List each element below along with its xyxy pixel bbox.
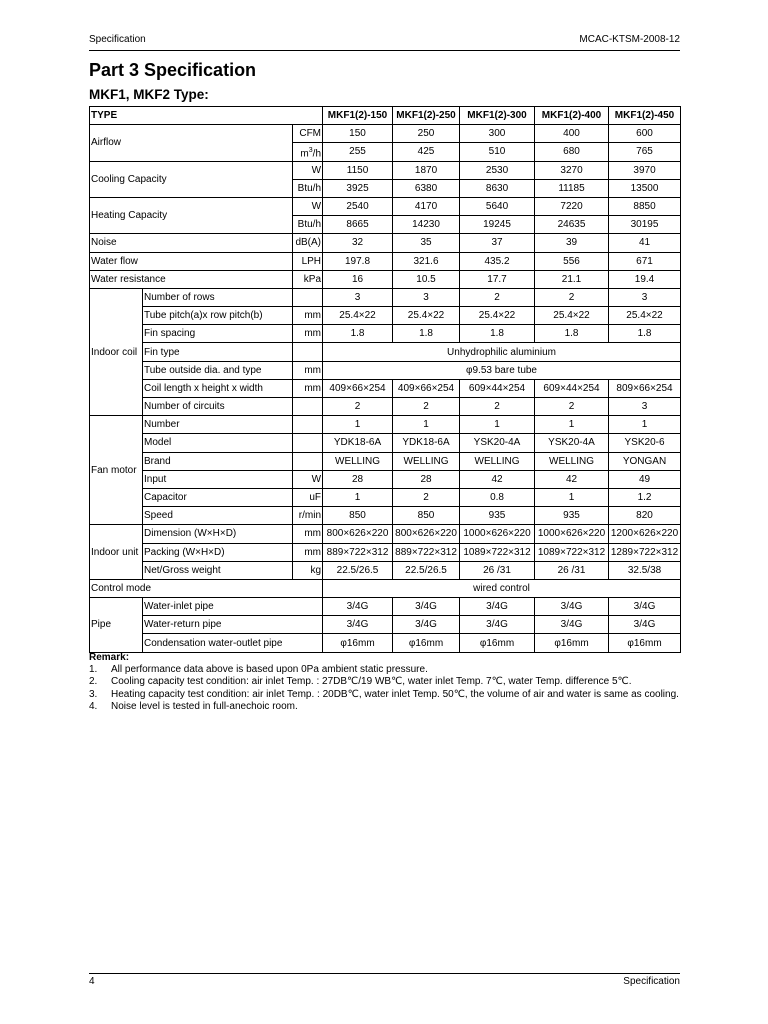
value-cell: WELLING — [460, 452, 535, 470]
unit-cell: CFM — [293, 125, 323, 143]
value-cell: 42 — [460, 470, 535, 488]
row-label: Input — [143, 470, 293, 488]
value-cell: 3/4G — [535, 598, 609, 616]
value-cell: 1.8 — [393, 325, 460, 343]
value-cell: 425 — [393, 143, 460, 161]
row-label: Number of rows — [143, 288, 293, 306]
value-cell: 3/4G — [460, 598, 535, 616]
fan-number-row — [90, 416, 681, 434]
page-subtitle: MKF1, MKF2 Type: — [89, 87, 209, 102]
indoor-coil-label: Indoor coil — [90, 288, 143, 415]
value-cell: 1.8 — [609, 325, 681, 343]
unit-cell — [293, 416, 323, 434]
control-mode-row — [90, 579, 681, 597]
value-cell: 1150 — [323, 161, 393, 179]
value-cell: 255 — [323, 143, 393, 161]
value-cell: 2 — [393, 398, 460, 416]
value-cell: 2 — [460, 288, 535, 306]
value-cell: 935 — [460, 507, 535, 525]
value-cell: 13500 — [609, 179, 681, 197]
footer-rule — [89, 973, 680, 974]
value-cell: 42 — [535, 470, 609, 488]
unit-cell: $m^3/h$ — [293, 143, 323, 161]
indoor-unit-label: Indoor unit — [90, 525, 143, 580]
value-cell: 25.4×22 — [609, 307, 681, 325]
unit-cell: mm — [293, 379, 323, 397]
value-cell: 850 — [323, 507, 393, 525]
value-cell: 19.4 — [609, 270, 681, 288]
value-cell: 1.8 — [460, 325, 535, 343]
tube-pitch-row — [90, 307, 681, 325]
value-cell: 25.4×22 — [460, 307, 535, 325]
value-cell: 1870 — [393, 161, 460, 179]
unit-cell — [293, 288, 323, 306]
row-label: Brand — [143, 452, 293, 470]
value-cell: 2 — [393, 488, 460, 506]
row-label: Speed — [143, 507, 293, 525]
value-cell: YSK20-4A — [535, 434, 609, 452]
row-label: Fin spacing — [143, 325, 293, 343]
value-cell: YSK20-4A — [460, 434, 535, 452]
value-cell: 3270 — [535, 161, 609, 179]
remark-item: 3. Heating capacity test condition: air inlet Temp. : 20DB℃, water inlet Temp. 50℃, the volume of air and water is same as cooling. — [89, 688, 679, 700]
value-cell: 3 — [609, 398, 681, 416]
unit-dimension-row — [90, 525, 681, 543]
value-cell: 1000×626×220 — [460, 525, 535, 543]
remark-item: 4. Noise level is tested in full-anechoic room. — [89, 700, 298, 712]
unit-cell: Btu/h — [293, 179, 323, 197]
fin-type-row — [90, 343, 681, 361]
value-cell: 1200×626×220 — [609, 525, 681, 543]
value-cell: 3 — [609, 288, 681, 306]
value-cell: 19245 — [460, 216, 535, 234]
value-cell: 22.5/26.5 — [393, 561, 460, 579]
value-cell: 3/4G — [609, 616, 681, 634]
type-label: TYPE — [90, 107, 323, 125]
value-cell: 11185 — [535, 179, 609, 197]
fan-speed-row — [90, 507, 681, 525]
value-cell: 49 — [609, 470, 681, 488]
fan-brand-row — [90, 452, 681, 470]
value-cell: 32.5/38 — [609, 561, 681, 579]
value-cell: 10.5 — [393, 270, 460, 288]
value-cell: 3/4G — [393, 598, 460, 616]
value-cell: 1 — [323, 416, 393, 434]
unit-cell: mm — [293, 307, 323, 325]
row-label: Water-return pipe — [143, 616, 323, 634]
control-mode-label: Control mode — [90, 579, 323, 597]
value-cell: 850 — [393, 507, 460, 525]
unit-cell: mm — [293, 361, 323, 379]
row-label: Coil length x height x width — [143, 379, 293, 397]
value-cell: 14230 — [393, 216, 460, 234]
header-left: Specification — [89, 34, 146, 45]
model-header: MKF1(2)-450 — [609, 107, 681, 125]
value-cell: φ16mm — [609, 634, 681, 652]
tube-outside-row — [90, 361, 681, 379]
value-cell: WELLING — [535, 452, 609, 470]
row-label: Tube outside dia. and type — [143, 361, 293, 379]
airflow-label: Airflow — [90, 125, 293, 161]
value-cell: WELLING — [323, 452, 393, 470]
value-cell: 800×626×220 — [393, 525, 460, 543]
page-title: Part 3 Specification — [89, 60, 257, 80]
value-cell: 7220 — [535, 197, 609, 215]
value-cell: 400 — [535, 125, 609, 143]
unit-cell — [293, 343, 323, 361]
fan-motor-label: Fan motor — [90, 416, 143, 525]
row-label: Number — [143, 416, 293, 434]
remarks-title: Remark: — [89, 652, 130, 663]
model-header: MKF1(2)-400 — [535, 107, 609, 125]
noise-label: Noise — [90, 234, 293, 252]
pipe-return-row — [90, 616, 681, 634]
value-cell: 935 — [535, 507, 609, 525]
value-cell: 1 — [535, 488, 609, 506]
value-cell: 3/4G — [535, 616, 609, 634]
value-cell: 609×44×254 — [460, 379, 535, 397]
value-cell: 671 — [609, 252, 681, 270]
unit-cell: dB(A) — [293, 234, 323, 252]
model-header: MKF1(2)-300 — [460, 107, 535, 125]
value-cell: 3970 — [609, 161, 681, 179]
unit-cell: kPa — [293, 270, 323, 288]
value-cell: 6380 — [393, 179, 460, 197]
value-cell: 5640 — [460, 197, 535, 215]
model-header: MKF1(2)-250 — [393, 107, 460, 125]
noise-row — [90, 234, 681, 252]
value-cell: 1.8 — [323, 325, 393, 343]
value-cell: 3925 — [323, 179, 393, 197]
row-label: Packing (W×H×D) — [143, 543, 293, 561]
value-cell: wired control — [323, 579, 681, 597]
value-cell: 28 — [393, 470, 460, 488]
water-flow-label: Water flow — [90, 252, 293, 270]
value-cell: 2 — [323, 398, 393, 416]
value-cell: 609×44×254 — [535, 379, 609, 397]
value-cell: 1.2 — [609, 488, 681, 506]
value-cell: 32 — [323, 234, 393, 252]
value-cell: YONGAN — [609, 452, 681, 470]
value-cell: 1 — [393, 416, 460, 434]
value-cell: 150 — [323, 125, 393, 143]
value-cell: YDK18-6A — [323, 434, 393, 452]
value-cell: 4170 — [393, 197, 460, 215]
value-cell: 2 — [535, 398, 609, 416]
unit-cell: LPH — [293, 252, 323, 270]
value-cell: 809×66×254 — [609, 379, 681, 397]
unit-cell: W — [293, 470, 323, 488]
value-cell: 8665 — [323, 216, 393, 234]
value-cell: 3/4G — [323, 598, 393, 616]
value-cell: YDK18-6A — [393, 434, 460, 452]
value-cell: 16 — [323, 270, 393, 288]
unit-cell: mm — [293, 543, 323, 561]
value-cell: 1000×626×220 — [535, 525, 609, 543]
cooling-label: Cooling Capacity — [90, 161, 293, 197]
value-cell: 24635 — [535, 216, 609, 234]
airflow-cfm-row — [90, 125, 681, 143]
value-cell: 25.4×22 — [393, 307, 460, 325]
value-cell: 1089×722×312 — [460, 543, 535, 561]
value-cell: 0.8 — [460, 488, 535, 506]
value-cell: 250 — [393, 125, 460, 143]
page-footer — [89, 976, 680, 991]
header-right: MCAC-KTSM-2008-12 — [579, 34, 680, 45]
value-cell: 889×722×312 — [323, 543, 393, 561]
value-cell: 26 /31 — [535, 561, 609, 579]
heating-w-row — [90, 197, 681, 215]
value-cell: 1.8 — [535, 325, 609, 343]
cooling-w-row — [90, 161, 681, 179]
remark-item: 2. Cooling capacity test condition: air inlet Temp. : 27DB℃/19 WB℃, water inlet Temp. 7℃, water Temp. difference 5℃. — [89, 676, 632, 688]
row-label: Tube pitch(a)x row pitch(b) — [143, 307, 293, 325]
coil-length-row — [90, 379, 681, 397]
type-row — [90, 107, 681, 125]
fin-spacing-row — [90, 325, 681, 343]
value-cell: YSK20-6 — [609, 434, 681, 452]
value-cell: 2540 — [323, 197, 393, 215]
row-label: Water-inlet pipe — [143, 598, 323, 616]
row-label: Model — [143, 434, 293, 452]
fan-input-row — [90, 470, 681, 488]
circuits-row — [90, 398, 681, 416]
unit-cell: kg — [293, 561, 323, 579]
row-label: Dimension (W×H×D) — [143, 525, 293, 543]
model-header: MKF1(2)-150 — [323, 107, 393, 125]
row-label: Capacitor — [143, 488, 293, 506]
unit-cell: uF — [293, 488, 323, 506]
value-cell: 321.6 — [393, 252, 460, 270]
pipe-inlet-row — [90, 598, 681, 616]
value-cell: 2530 — [460, 161, 535, 179]
value-cell: 3/4G — [393, 616, 460, 634]
value-cell: 1 — [323, 488, 393, 506]
value-cell: φ9.53 bare tube — [323, 361, 681, 379]
value-cell: 28 — [323, 470, 393, 488]
page-number: 4 — [89, 976, 95, 987]
value-cell: 1289×722×312 — [609, 543, 681, 561]
value-cell: 8850 — [609, 197, 681, 215]
unit-weight-row — [90, 561, 681, 579]
value-cell: 820 — [609, 507, 681, 525]
unit-cell: Btu/h — [293, 216, 323, 234]
heating-label: Heating Capacity — [90, 197, 293, 233]
value-cell: 25.4×22 — [323, 307, 393, 325]
pipe-label: Pipe — [90, 598, 143, 653]
value-cell: 1 — [535, 416, 609, 434]
row-label: Number of circuits — [143, 398, 293, 416]
value-cell: 3/4G — [460, 616, 535, 634]
value-cell: φ16mm — [460, 634, 535, 652]
row-label: Condensation water-outlet pipe — [143, 634, 323, 652]
value-cell: 3/4G — [323, 616, 393, 634]
value-cell: 8630 — [460, 179, 535, 197]
water-resistance-row — [90, 270, 681, 288]
unit-cell — [293, 398, 323, 416]
unit-cell: mm — [293, 525, 323, 543]
value-cell: φ16mm — [535, 634, 609, 652]
value-cell: 37 — [460, 234, 535, 252]
value-cell: 556 — [535, 252, 609, 270]
value-cell: φ16mm — [323, 634, 393, 652]
value-cell: 197.8 — [323, 252, 393, 270]
value-cell: 17.7 — [460, 270, 535, 288]
value-cell: 765 — [609, 143, 681, 161]
value-cell: 3 — [323, 288, 393, 306]
page-header — [89, 34, 680, 49]
value-cell: 435.2 — [460, 252, 535, 270]
unit-cell: r/min — [293, 507, 323, 525]
value-cell: 680 — [535, 143, 609, 161]
remark-item: 1. All performance data above is based upon 0Pa ambient static pressure. — [89, 664, 428, 676]
value-cell: 41 — [609, 234, 681, 252]
water-flow-row — [90, 252, 681, 270]
unit-cell: W — [293, 197, 323, 215]
value-cell: 22.5/26.5 — [323, 561, 393, 579]
value-cell: 35 — [393, 234, 460, 252]
value-cell: 409×66×254 — [393, 379, 460, 397]
fan-model-row — [90, 434, 681, 452]
unit-cell — [293, 434, 323, 452]
value-cell: 2 — [535, 288, 609, 306]
value-cell: 300 — [460, 125, 535, 143]
value-cell: φ16mm — [393, 634, 460, 652]
value-cell: 2 — [460, 398, 535, 416]
unit-cell: mm — [293, 325, 323, 343]
value-cell: 3/4G — [609, 598, 681, 616]
unit-cell: W — [293, 161, 323, 179]
value-cell: 409×66×254 — [323, 379, 393, 397]
value-cell: 39 — [535, 234, 609, 252]
remarks-section — [89, 652, 680, 713]
spec-table — [89, 106, 681, 653]
value-cell: 1 — [609, 416, 681, 434]
footer-right: Specification — [623, 976, 680, 987]
row-label: Net/Gross weight — [143, 561, 293, 579]
header-rule — [89, 50, 680, 51]
unit-cell — [293, 452, 323, 470]
value-cell: 1089×722×312 — [535, 543, 609, 561]
value-cell: 510 — [460, 143, 535, 161]
value-cell: 800×626×220 — [323, 525, 393, 543]
value-cell: 30195 — [609, 216, 681, 234]
fan-capacitor-row — [90, 488, 681, 506]
value-cell: WELLING — [393, 452, 460, 470]
value-cell: 25.4×22 — [535, 307, 609, 325]
coil-rows-row — [90, 288, 681, 306]
row-label: Fin type — [143, 343, 293, 361]
value-cell: 21.1 — [535, 270, 609, 288]
value-cell: 889×722×312 — [393, 543, 460, 561]
value-cell: 600 — [609, 125, 681, 143]
value-cell: 1 — [460, 416, 535, 434]
pipe-condensation-row — [90, 634, 681, 652]
unit-packing-row — [90, 543, 681, 561]
value-cell: 3 — [393, 288, 460, 306]
value-cell: 26 /31 — [460, 561, 535, 579]
water-resistance-label: Water resistance — [90, 270, 293, 288]
value-cell: Unhydrophilic aluminium — [323, 343, 681, 361]
